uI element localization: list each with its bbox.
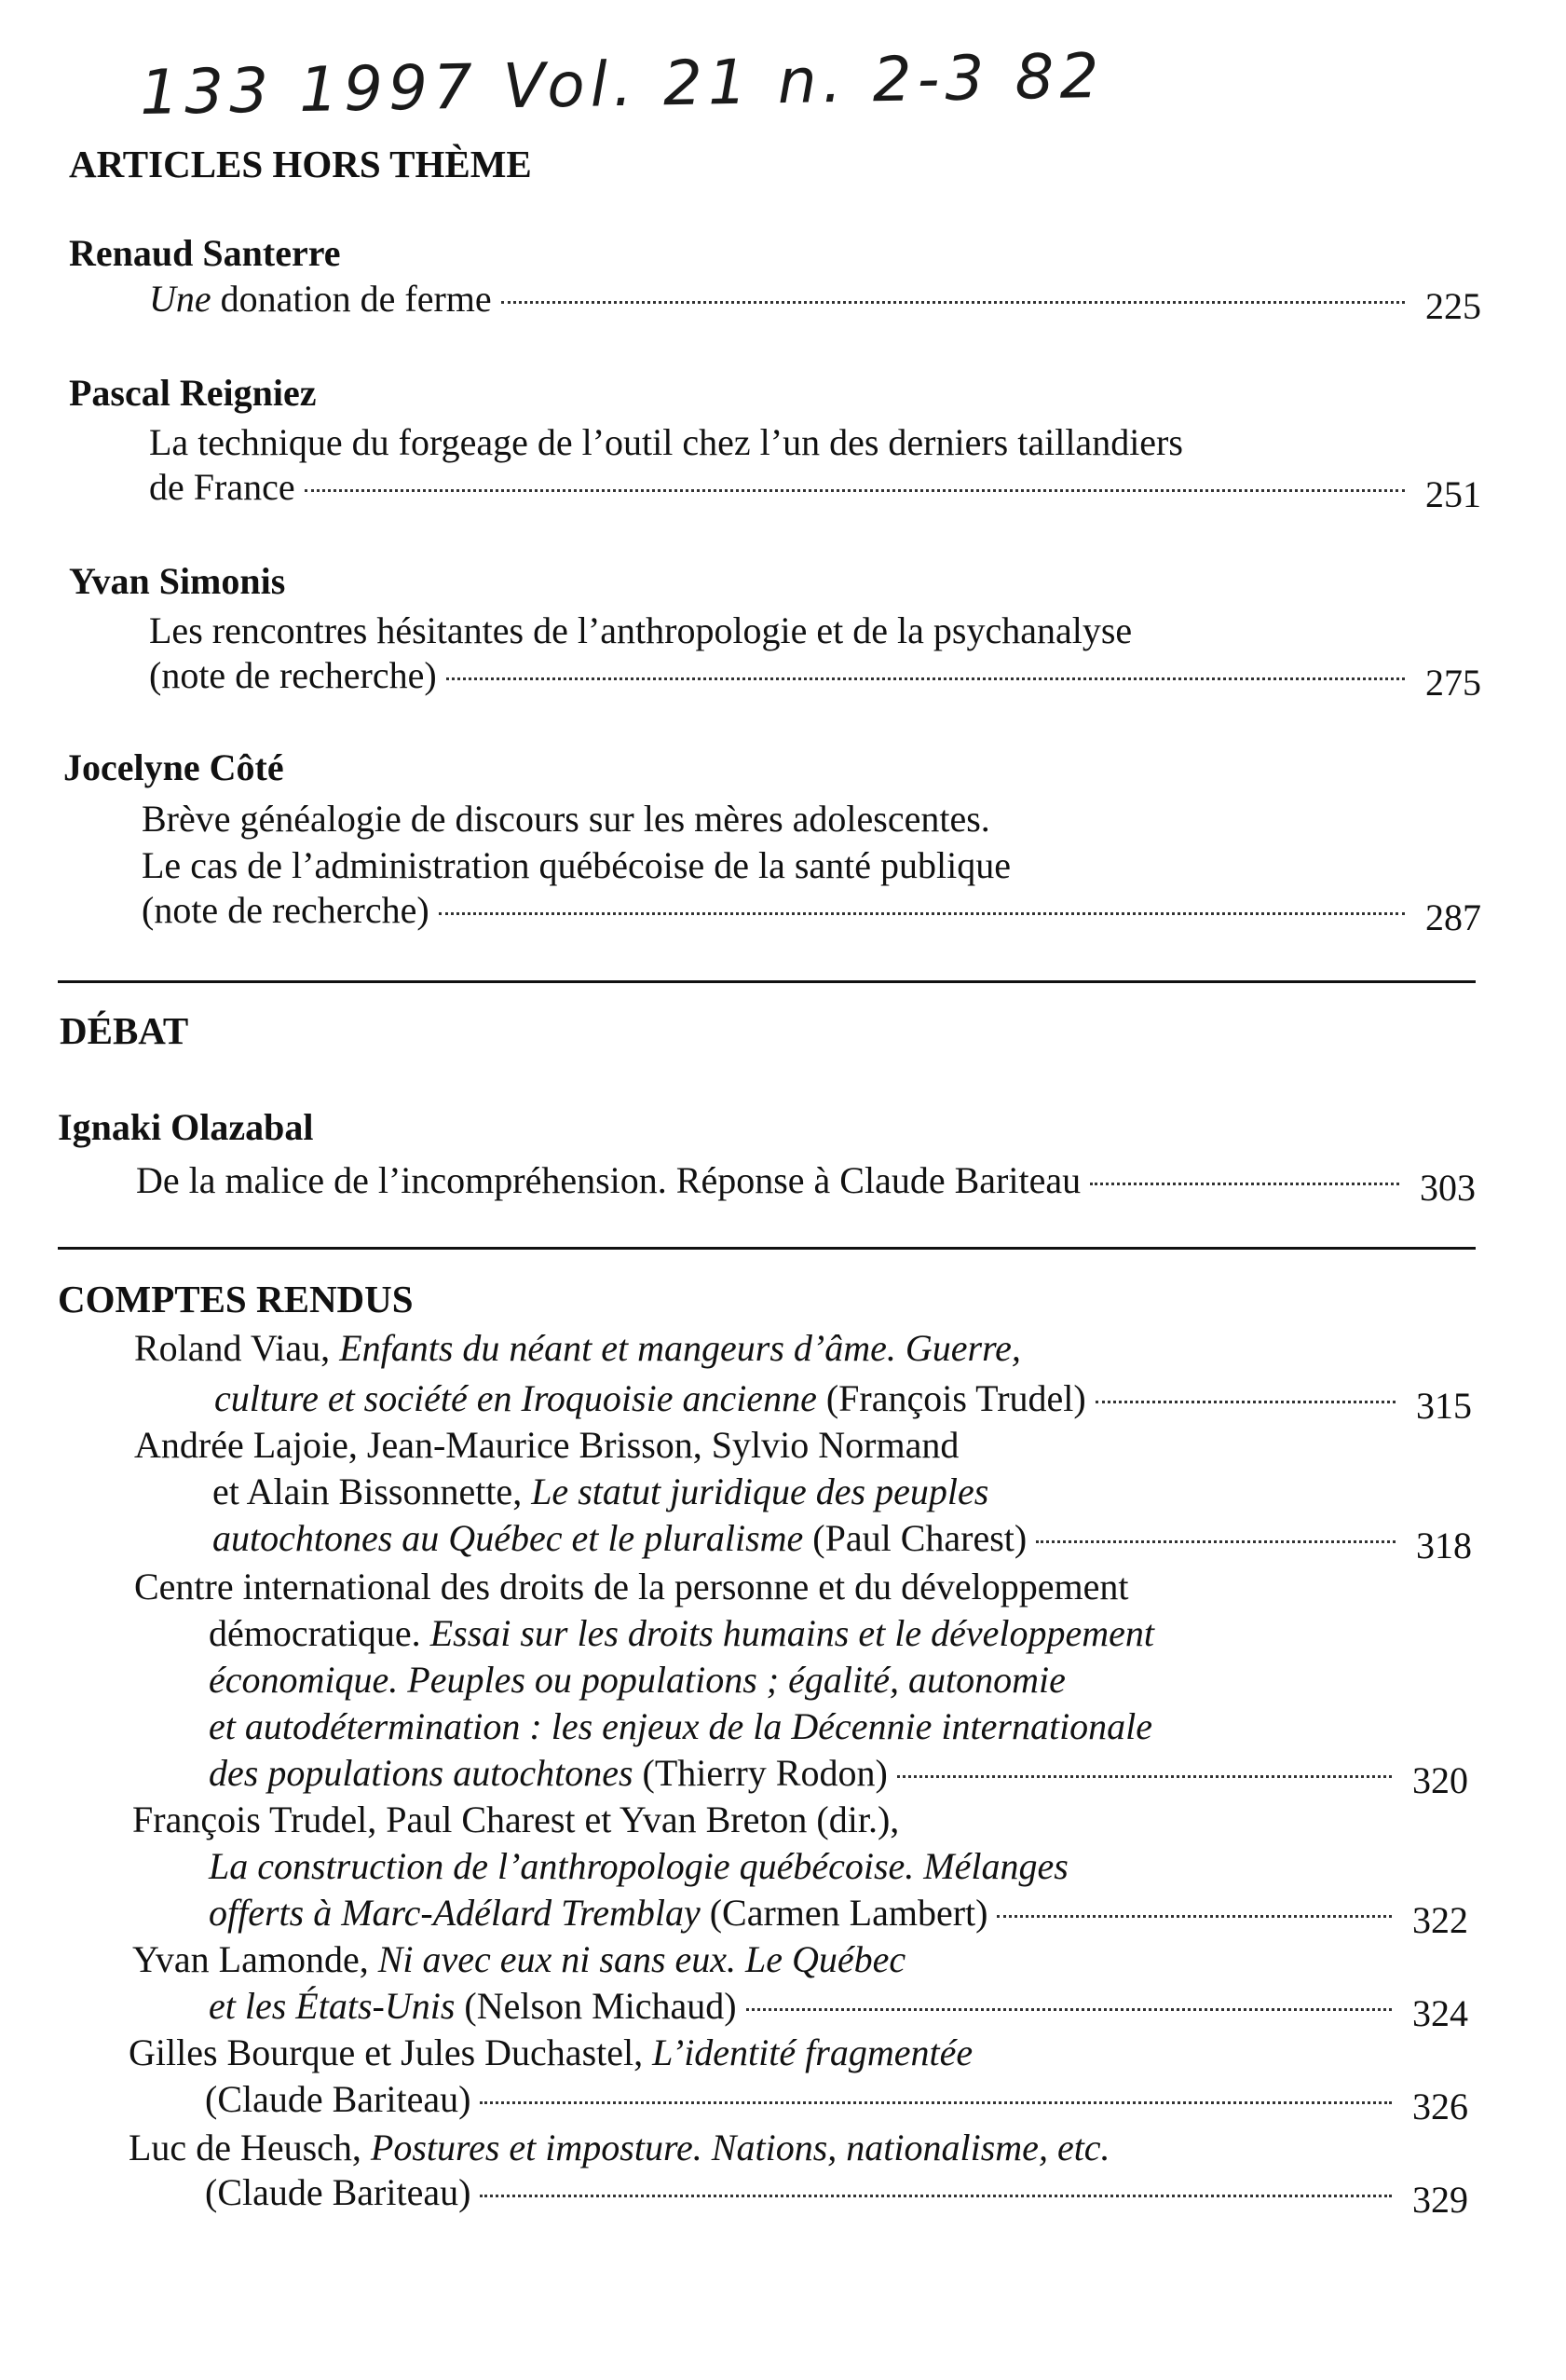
- entry-title-line: Le cas de l’administration québécoise de la santé publique: [142, 844, 1012, 886]
- review-line: Gilles Bourque et Jules Duchastel, L’identité fragmentée: [129, 2031, 974, 2073]
- page-number: 251: [1425, 473, 1481, 515]
- toc-entry: [136, 1159, 1476, 1209]
- review-line: démocratique. Essai sur les droits humains et le développement: [209, 1612, 1154, 1654]
- page-number: 329: [1412, 2179, 1468, 2221]
- dot-leader: [746, 2008, 1392, 2011]
- page-number: 275: [1425, 662, 1481, 704]
- entry-title-line: (note de recherche): [142, 889, 429, 931]
- review-line: et Alain Bissonnette, Le statut juridique des peuples: [212, 1470, 989, 1512]
- page-number: 303: [1420, 1167, 1476, 1209]
- entry-author: Ignaki Olazabal: [58, 1106, 314, 1148]
- dot-leader: [1096, 1401, 1396, 1403]
- toc-entry: [209, 1985, 1468, 2034]
- review-line: Luc de Heusch, Postures et imposture. Nations, nationalisme, etc.: [129, 2127, 1110, 2168]
- toc-entry: [205, 2078, 1468, 2127]
- dot-leader: [446, 677, 1405, 680]
- entry-title-line: Les rencontres hésitantes de l’anthropologie et de la psychanalyse: [149, 609, 1133, 651]
- toc-entry: [149, 278, 1481, 327]
- review-line: offerts à Marc-Adélard Tremblay (Carmen Lambert): [209, 1892, 988, 1934]
- dot-leader: [1036, 1540, 1396, 1543]
- dot-leader: [997, 1915, 1392, 1918]
- page-number: 320: [1412, 1759, 1468, 1801]
- page-number: 315: [1416, 1385, 1472, 1427]
- page-number: 225: [1425, 285, 1481, 327]
- review-line: des populations autochtones (Thierry Rodon): [209, 1752, 888, 1794]
- review-line: culture et société en Iroquoisie ancienne (François Trudel): [214, 1377, 1086, 1419]
- page-number: 287: [1425, 896, 1481, 938]
- page-number: 318: [1416, 1525, 1472, 1566]
- toc-entry: [205, 2171, 1468, 2221]
- entry-title-line: La technique du forgeage de l’outil chez l’un des derniers taillandiers: [149, 421, 1183, 463]
- dot-leader: [439, 912, 1405, 915]
- entry-author: Jocelyne Côté: [63, 746, 284, 788]
- review-line: La construction de l’anthropologie québécoise. Mélanges: [209, 1845, 1069, 1887]
- section-heading-hors-theme: ARTICLES HORS THÈME: [69, 143, 532, 185]
- toc-entry: [149, 654, 1481, 704]
- review-line: Centre international des droits de la personne et du développement: [134, 1566, 1129, 1607]
- entry-title-line: Brève généalogie de discours sur les mères adolescentes.: [142, 798, 990, 840]
- page-number: 322: [1412, 1899, 1468, 1941]
- dot-leader: [1090, 1183, 1399, 1185]
- entry-title-line: De la malice de l’incompréhension. Réponse à Claude Bariteau: [136, 1159, 1082, 1201]
- review-line: et autodétermination : les enjeux de la Décennie internationale: [209, 1705, 1153, 1747]
- page-number: 324: [1412, 1992, 1468, 2034]
- entry-author: Renaud Santerre: [69, 232, 341, 274]
- dot-leader: [501, 301, 1405, 304]
- toc-entry: [214, 1377, 1472, 1427]
- entry-author: Pascal Reigniez: [69, 372, 317, 414]
- entry-title-line: (note de recherche): [149, 654, 437, 696]
- toc-entry: [209, 1892, 1468, 1941]
- page-number: 326: [1412, 2086, 1468, 2127]
- review-line: économique. Peuples ou populations ; égalité, autonomie: [209, 1659, 1066, 1701]
- review-line: autochtones au Québec et le pluralisme (Paul Charest): [212, 1517, 1028, 1559]
- toc-entry: [209, 1752, 1468, 1801]
- dot-leader: [305, 489, 1405, 492]
- review-line: (Claude Bariteau): [205, 2171, 471, 2213]
- review-line: Roland Viau, Enfants du néant et mangeurs d’âme. Guerre,: [134, 1327, 1021, 1369]
- entry-title-line: de France: [149, 466, 295, 508]
- dot-leader: [897, 1775, 1392, 1778]
- entry-author: Yvan Simonis: [69, 560, 286, 602]
- review-line: (Claude Bariteau): [205, 2078, 471, 2120]
- entry-title: Une donation de ferme: [149, 278, 492, 320]
- dot-leader: [480, 2101, 1392, 2104]
- dot-leader: [480, 2195, 1392, 2197]
- review-line: François Trudel, Paul Charest et Yvan Breton (dir.),: [132, 1799, 900, 1840]
- review-line: Andrée Lajoie, Jean-Maurice Brisson, Sylvio Normand: [134, 1424, 960, 1466]
- review-line: Yvan Lamonde, Ni avec eux ni sans eux. Le Québec: [132, 1938, 906, 1980]
- section-divider: [58, 980, 1476, 983]
- section-heading-comptes-rendus: COMPTES RENDUS: [58, 1278, 414, 1320]
- section-divider: [58, 1247, 1476, 1250]
- handwritten-annotation: 133 1997 Vol. 21 n. 2-3 82: [139, 39, 1105, 130]
- toc-entry: [149, 466, 1481, 515]
- toc-entry: [212, 1517, 1472, 1566]
- section-heading-debat: DÉBAT: [60, 1009, 189, 1052]
- review-line: et les États-Unis (Nelson Michaud): [209, 1985, 737, 2027]
- toc-entry: [142, 889, 1481, 938]
